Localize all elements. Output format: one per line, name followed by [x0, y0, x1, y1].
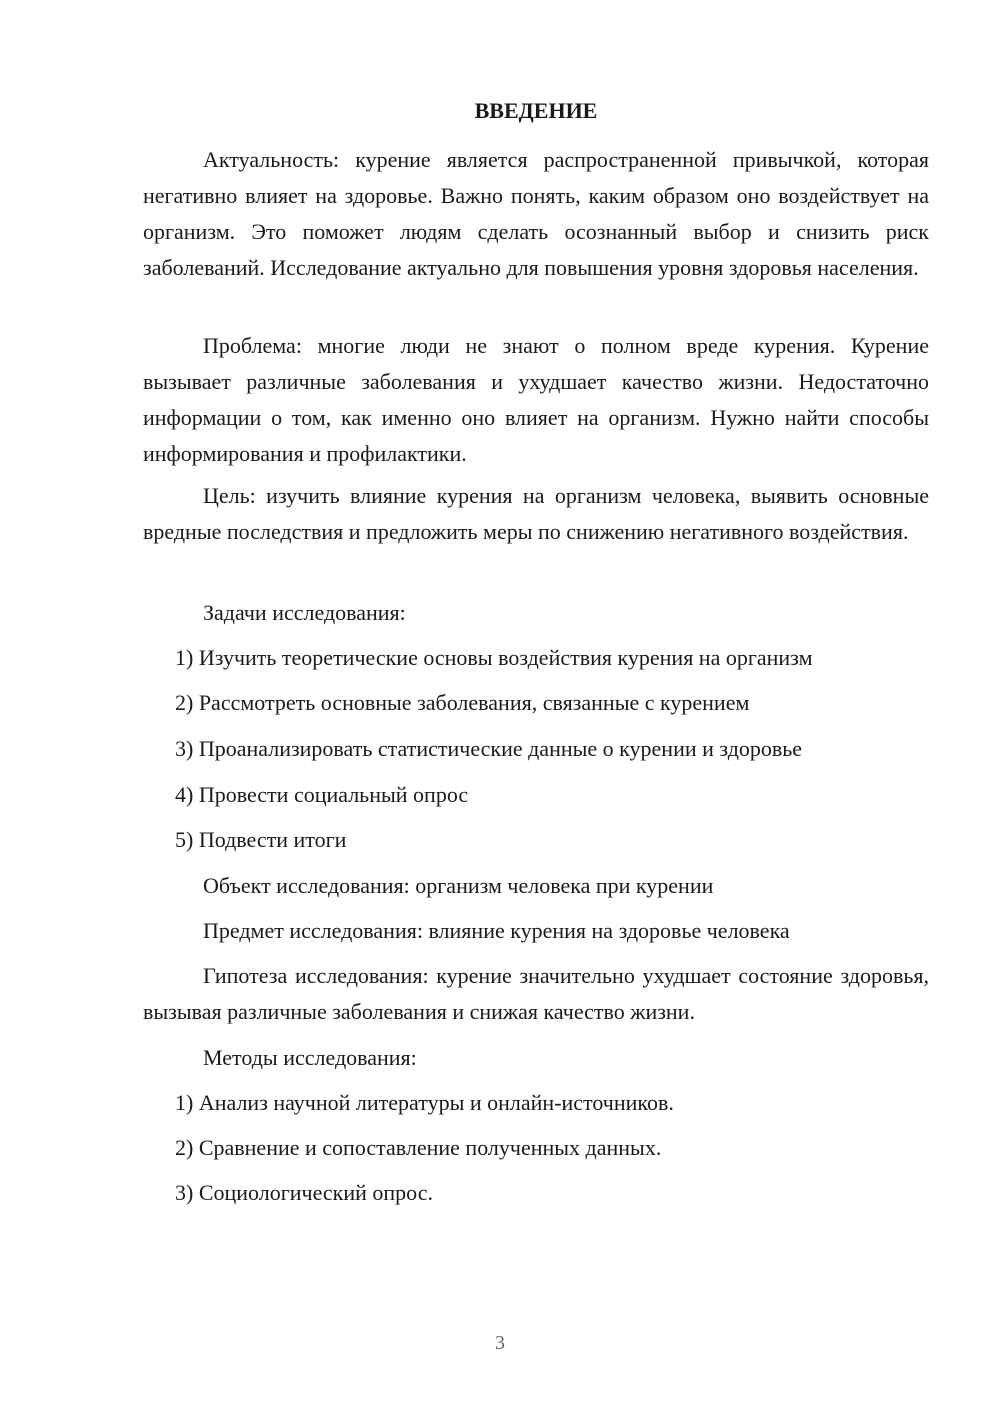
page-number: 3 — [495, 1332, 505, 1354]
method-item: 1) Анализ научной литературы и онлайн-источников. — [175, 1090, 674, 1115]
tasks-heading: Задачи исследования: — [203, 600, 406, 625]
problem-paragraph: Проблема: многие люди не знают о полном вреде курения. Курение вызывает различные заболевания и ухудшает качество жизни. Недостаточно информации о том, как именно оно влияет на организм. Нужно найти способы информирования и профилактики. — [143, 333, 929, 466]
method-item: 3) Социологический опрос. — [175, 1180, 433, 1205]
task-item: 1) Изучить теоретические основы воздействия курения на организм — [175, 645, 813, 670]
task-item: 4) Провести социальный опрос — [175, 782, 469, 807]
task-item: 3) Проанализировать статистические данные о курении и здоровье — [175, 736, 803, 761]
task-item: 5) Подвести итоги — [175, 827, 347, 852]
methods-heading: Методы исследования: — [203, 1045, 417, 1070]
document-page — [143, 0, 929, 1414]
research-subject: Предмет исследования: влияние курения на здоровье человека — [203, 918, 790, 943]
page-title: ВВЕДЕНИЕ — [474, 98, 598, 123]
method-item: 2) Сравнение и сопоставление полученных данных. — [175, 1135, 662, 1160]
research-object: Объект исследования: организм человека при курении — [203, 873, 714, 898]
task-item: 2) Рассмотреть основные заболевания, связанные с курением — [175, 690, 750, 715]
relevance-paragraph: Актуальность: курение является распространенной привычкой, которая негативно влияет на здоровье. Важно понять, каким образом оно воздействует на организм. Это поможет людям сделать осознанный выбор и снизить риск заболеваний. Исследование актуально для повышения уровня здоровья населения. — [143, 147, 929, 280]
goal-paragraph: Цель: изучить влияние курения на организм человека, выявить основные вредные последствия и предложить меры по снижению негативного воздействия. — [143, 483, 929, 544]
hypothesis-paragraph: Гипотеза исследования: курение значительно ухудшает состояние здоровья, вызывая различные заболевания и снижая качество жизни. — [143, 963, 929, 1024]
